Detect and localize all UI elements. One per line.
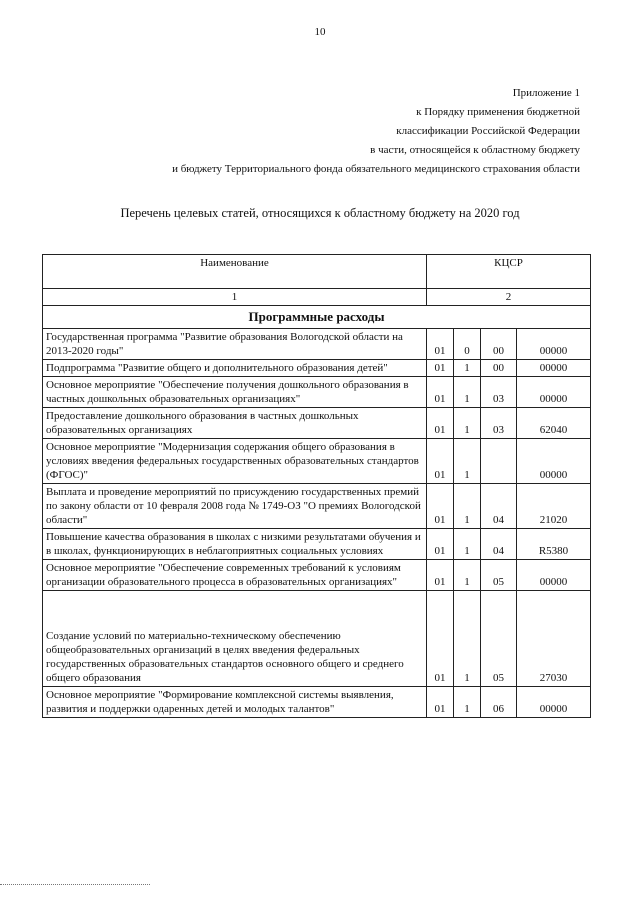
section-title: Программные расходы bbox=[43, 306, 591, 329]
code-program: 01 bbox=[427, 360, 454, 377]
column-number-2: 2 bbox=[427, 289, 591, 306]
code-activity: 04 bbox=[481, 484, 517, 529]
header-code: КЦСР bbox=[427, 255, 591, 289]
code-activity bbox=[481, 439, 517, 484]
code-direction: 27030 bbox=[517, 591, 591, 687]
code-activity: 04 bbox=[481, 529, 517, 560]
row-name: Основное мероприятие "Обеспечение получения дошкольного образования в частных дошкольных образовательных организациях" bbox=[43, 377, 427, 408]
table-row bbox=[43, 529, 591, 560]
row-name: Создание условий по материально-техническому обеспечению общеобразовательных организаций в целях введения федеральных государственных образовательных стандартов основного общего и среднего общего образования bbox=[43, 591, 427, 687]
code-direction: 00000 bbox=[517, 329, 591, 360]
target-articles-table bbox=[42, 254, 591, 718]
row-name: Основное мероприятие "Обеспечение современных требований к условиям организации образовательного процесса в образовательных организациях" bbox=[43, 560, 427, 591]
appendix-line: к Порядку применения бюджетной bbox=[416, 106, 580, 118]
code-activity: 00 bbox=[481, 360, 517, 377]
page-number: 10 bbox=[314, 26, 326, 38]
code-direction: 00000 bbox=[517, 439, 591, 484]
table-row bbox=[43, 377, 591, 408]
table-row bbox=[43, 408, 591, 439]
code-direction: 00000 bbox=[517, 377, 591, 408]
code-subprogram: 0 bbox=[454, 329, 481, 360]
appendix-line: Приложение 1 bbox=[512, 87, 580, 99]
code-program: 01 bbox=[427, 377, 454, 408]
table-row bbox=[43, 687, 591, 718]
code-activity: 00 bbox=[481, 329, 517, 360]
code-direction: 21020 bbox=[517, 484, 591, 529]
table-row bbox=[43, 329, 591, 360]
row-name: Основное мероприятие "Модернизация содержания общего образования в условиях введения федеральных государственных образовательных стандартов (ФГОС)" bbox=[43, 439, 427, 484]
column-number-row bbox=[43, 289, 591, 306]
code-subprogram: 1 bbox=[454, 360, 481, 377]
code-direction: 62040 bbox=[517, 408, 591, 439]
code-subprogram: 1 bbox=[454, 529, 481, 560]
appendix-line: и бюджету Территориального фонда обязательного медицинского страхования области bbox=[172, 163, 580, 175]
code-program: 01 bbox=[427, 408, 454, 439]
code-program: 01 bbox=[427, 560, 454, 591]
code-program: 01 bbox=[427, 591, 454, 687]
table-row bbox=[43, 484, 591, 529]
code-program: 01 bbox=[427, 439, 454, 484]
code-activity: 05 bbox=[481, 591, 517, 687]
section-row bbox=[43, 306, 591, 329]
table-row bbox=[43, 591, 591, 687]
code-activity: 05 bbox=[481, 560, 517, 591]
row-name: Выплата и проведение мероприятий по присуждению государственных премий по закону области от 10 февраля 2008 года № 1749-ОЗ "О премиях Вологодской области" bbox=[43, 484, 427, 529]
appendix-line: в части, относящейся к областному бюджету bbox=[370, 144, 580, 156]
row-name: Основное мероприятие "Формирование комплексной системы выявления, развития и поддержки одаренных детей и молодых талантов" bbox=[43, 687, 427, 718]
appendix-block bbox=[172, 84, 580, 179]
code-subprogram: 1 bbox=[454, 439, 481, 484]
document-title: Перечень целевых статей, относящихся к областному бюджету на 2020 год bbox=[120, 206, 520, 220]
code-activity: 03 bbox=[481, 377, 517, 408]
code-subprogram: 1 bbox=[454, 408, 481, 439]
row-name: Предоставление дошкольного образования в частных дошкольных образовательных организациях bbox=[43, 408, 427, 439]
code-subprogram: 1 bbox=[454, 687, 481, 718]
code-activity: 06 bbox=[481, 687, 517, 718]
code-program: 01 bbox=[427, 484, 454, 529]
code-subprogram: 1 bbox=[454, 484, 481, 529]
code-subprogram: 1 bbox=[454, 560, 481, 591]
row-name: Повышение качества образования в школах с низкими результатами обучения и в школах, функционирующих в неблагоприятных социальных условиях bbox=[43, 529, 427, 560]
code-program: 01 bbox=[427, 529, 454, 560]
code-direction: 00000 bbox=[517, 360, 591, 377]
header-row bbox=[43, 255, 591, 289]
code-subprogram: 1 bbox=[454, 377, 481, 408]
scan-edge-line bbox=[0, 884, 150, 886]
row-name: Подпрограмма "Развитие общего и дополнительного образования детей" bbox=[43, 360, 427, 377]
code-direction: 00000 bbox=[517, 687, 591, 718]
row-name: Государственная программа "Развитие образования Вологодской области на 2013-2020 годы" bbox=[43, 329, 427, 360]
appendix-line: классификации Российской Федерации bbox=[396, 125, 580, 137]
code-program: 01 bbox=[427, 687, 454, 718]
table-row bbox=[43, 360, 591, 377]
code-direction: R5380 bbox=[517, 529, 591, 560]
table-row bbox=[43, 439, 591, 484]
code-direction: 00000 bbox=[517, 560, 591, 591]
code-subprogram: 1 bbox=[454, 591, 481, 687]
code-program: 01 bbox=[427, 329, 454, 360]
column-number-1: 1 bbox=[43, 289, 427, 306]
header-name: Наименование bbox=[43, 255, 427, 289]
table-row bbox=[43, 560, 591, 591]
code-activity: 03 bbox=[481, 408, 517, 439]
